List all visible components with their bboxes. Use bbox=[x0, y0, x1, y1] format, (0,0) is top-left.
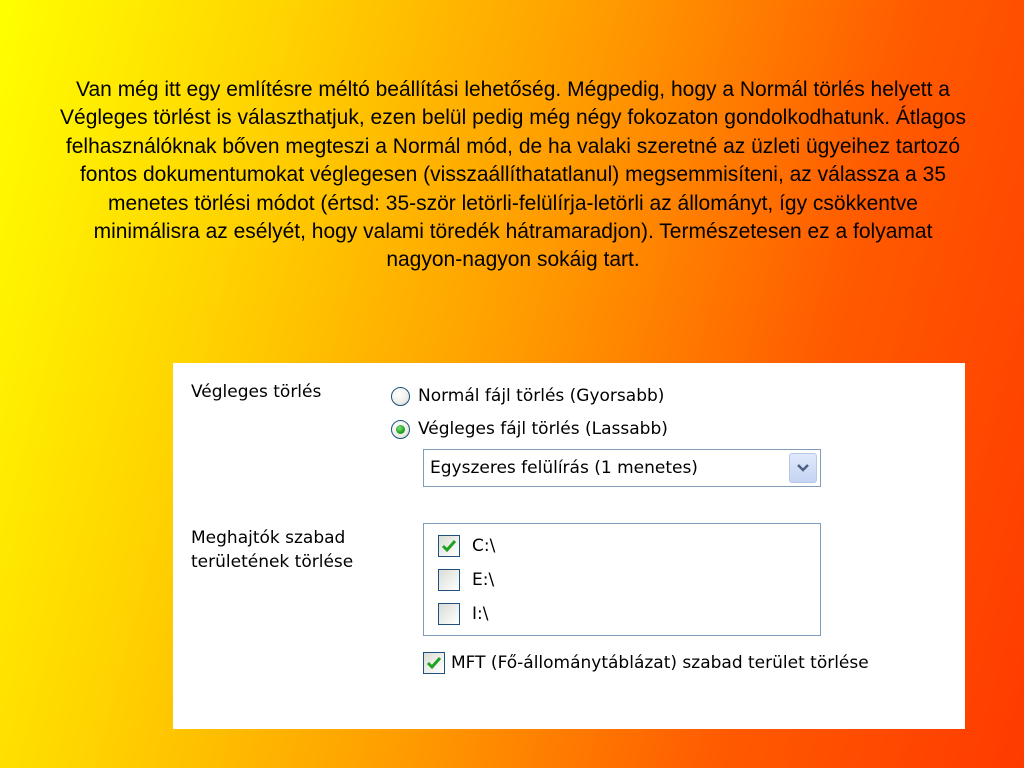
checkmark-icon bbox=[426, 656, 442, 670]
overwrite-mode-select[interactable] bbox=[423, 449, 821, 487]
chevron-down-icon bbox=[796, 463, 810, 473]
checkmark-icon bbox=[441, 539, 457, 553]
drive-item-c[interactable] bbox=[438, 532, 495, 560]
mft-label: MFT (Fő-állománytáblázat) szabad terület törlése bbox=[451, 653, 869, 673]
slide-paragraph: Van még itt egy említésre méltó beállítási lehetőség. Mégpedig, hogy a Normál törlés helyett a Végleges törlést is választhatjuk, ezen belül pedig még négy fokozaton gondolkodhatunk. Átlagos felhasználóknak bőven megteszi a Normál mód, de ha valaki szeretné az üzleti ügyeihez tartozó fontos dokumentumokat véglegesen (visszaállíthatatlanul) megsemmisíteni, az válassza a 35 menetes törlési módot (értsd: 35-ször letörli-felülírja-letörli az állományt, így csökkentve minimálisra az esélyét, hogy valami töredék hátramaradjon). Természetesen ez a folyamat nagyon-nagyon sokáig tart. bbox=[60, 78, 966, 272]
radio-normal-button[interactable] bbox=[391, 387, 410, 406]
drive-i-checkbox[interactable] bbox=[438, 603, 460, 625]
mft-checkbox[interactable] bbox=[423, 652, 445, 674]
mft-option[interactable] bbox=[423, 649, 869, 677]
free-space-label-line2: területének törlése bbox=[191, 552, 354, 572]
radio-normal-label: Normál fájl törlés (Gyorsabb) bbox=[418, 386, 665, 406]
drive-i-label: I:\ bbox=[472, 604, 489, 624]
drive-c-label: C:\ bbox=[472, 536, 496, 556]
radio-permanent-delete[interactable] bbox=[391, 416, 668, 442]
settings-panel bbox=[173, 363, 965, 729]
permanent-delete-label: Végleges törlés bbox=[191, 382, 322, 402]
drive-item-e[interactable] bbox=[438, 566, 494, 594]
overwrite-mode-value: Egyszeres felülírás (1 menetes) bbox=[430, 458, 698, 478]
drive-item-i[interactable] bbox=[438, 600, 488, 628]
radio-permanent-label: Végleges fájl törlés (Lassabb) bbox=[418, 419, 668, 439]
dropdown-button[interactable] bbox=[789, 453, 817, 483]
radio-normal-delete[interactable] bbox=[391, 383, 664, 409]
free-space-label-line1: Meghajtók szabad bbox=[191, 528, 346, 548]
free-space-label bbox=[191, 526, 353, 574]
drive-c-checkbox[interactable] bbox=[438, 535, 460, 557]
drive-e-checkbox[interactable] bbox=[438, 569, 460, 591]
drive-list[interactable] bbox=[423, 523, 821, 636]
drive-e-label: E:\ bbox=[472, 570, 495, 590]
radio-permanent-button[interactable] bbox=[391, 420, 410, 439]
